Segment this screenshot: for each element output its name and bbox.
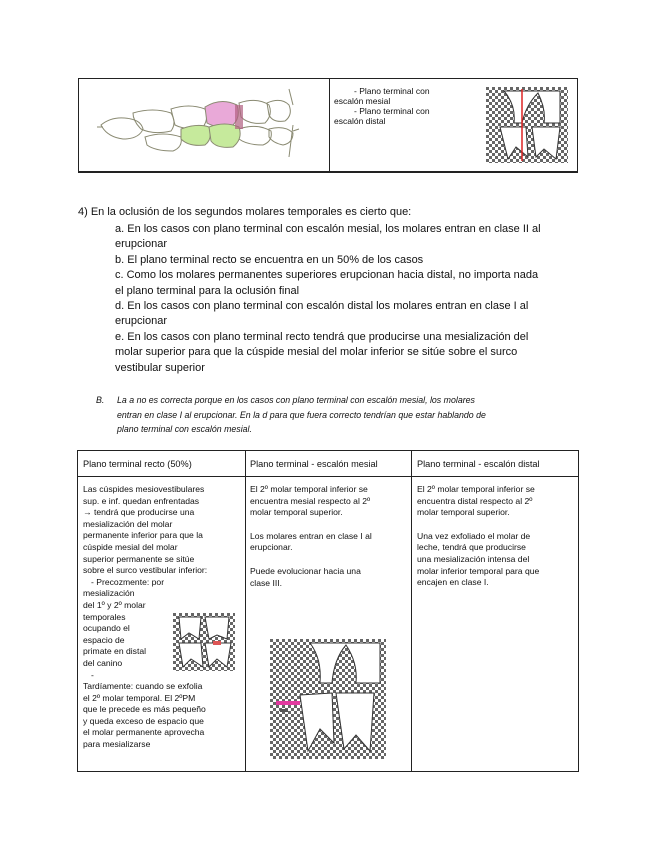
cell-line: Una vez exfoliado el molar de <box>417 530 531 541</box>
column-divider <box>329 79 330 171</box>
question-options <box>115 222 575 376</box>
cell-line: del 1º y 2º molar <box>83 599 146 610</box>
dental-arch-drawing <box>93 85 303 165</box>
answer-label: B. <box>96 395 105 405</box>
option-line: vestibular superior <box>115 361 205 374</box>
cell-line: Puede evolucionar hacia una <box>250 565 361 576</box>
cell-line: Tardíamente: cuando se exfolia <box>83 681 203 692</box>
mesial-step-xray-image <box>270 639 386 759</box>
cell-line: mesialización <box>83 588 135 599</box>
option-line: erupcionar <box>115 238 167 251</box>
cell-distal <box>417 484 577 589</box>
cell-line: Las cúspides mesiovestibulares <box>83 484 205 494</box>
header-distal: Plano terminal - escalón distal <box>417 459 540 469</box>
question-text: 4) En la oclusión de los segundos molares temporales es cierto que: <box>78 206 412 218</box>
answer-line: entran en clase I al erupcionar. En la d para que fuera correcto tendrían que estar hablando de <box>117 409 486 420</box>
term-line: - Plano terminal con <box>354 86 430 96</box>
cell-line: permanente inferior para que la <box>83 530 203 541</box>
term-line: escalón mesial <box>334 96 391 106</box>
cell-line: y queda exceso de espacio que <box>83 715 204 726</box>
option-b <box>115 253 575 268</box>
term-line: escalón distal <box>334 116 386 126</box>
cell-line: - Precozmente: por <box>91 576 165 587</box>
cell-line: Los molares entran en clase I al <box>250 530 372 541</box>
option-line: e. En los casos con plano terminal recto tendrá que producirse una mesialización del <box>115 330 529 343</box>
cell-line: espacio de <box>83 634 125 645</box>
answer-line: plano terminal con escalón mesial. <box>117 424 252 434</box>
cell-line: molar temporal superior. <box>417 507 510 518</box>
cell-line: del canino <box>83 657 123 668</box>
cell-mesial <box>250 484 410 589</box>
option-a <box>115 222 575 253</box>
term-line: - Plano terminal con <box>354 106 430 116</box>
cell-line: sup. e inf. quedan enfrentadas <box>83 495 200 506</box>
cell-line: encuentra distal respecto al 2º <box>417 495 533 506</box>
header-recto: Plano terminal recto (50%) <box>83 459 192 469</box>
top-illustration-table <box>78 78 578 173</box>
column-divider <box>411 451 412 771</box>
option-line: erupcionar <box>115 315 167 328</box>
cell-line: El 2º molar temporal inferior se <box>417 484 535 494</box>
option-c <box>115 268 575 299</box>
cell-line: una mesialización intensa del <box>417 553 530 564</box>
cell-line: el molar permanente aprovecha <box>83 727 205 738</box>
cell-line: cúspide mesial del molar <box>83 541 178 552</box>
terminal-plane-table <box>77 450 579 772</box>
cell-line: encajen en clase I. <box>417 577 489 588</box>
cell-line: temporales <box>83 611 126 622</box>
cell-line: que le precede es más pequeño <box>83 704 206 715</box>
answer-line: La a no es correcta porque en los casos con plano terminal con escalón mesial, los molares <box>117 395 475 405</box>
option-line: a. En los casos con plano terminal con escalón mesial, los molares entran en clase II al <box>115 223 541 235</box>
cell-line: sobre el surco vestibular inferior: <box>83 565 208 576</box>
cell-line: encuentra mesial respecto al 2º <box>250 495 371 506</box>
dental-xray-image <box>486 87 568 163</box>
option-d <box>115 299 575 330</box>
column-divider <box>245 451 246 771</box>
option-line: el plano terminal para la oclusión final <box>115 284 300 297</box>
option-line: molar superior para que la cúspide mesial del molar inferior se sitúe sobre el surco <box>115 346 518 359</box>
cell-line: El 2º molar temporal inferior se <box>250 484 368 494</box>
option-line: d. En los casos con plano terminal con escalón distal los molares entran en clase I al <box>115 300 529 313</box>
cell-line: clase III. <box>250 577 282 588</box>
cell-line: erupcionar. <box>250 542 293 553</box>
answer-explanation <box>96 393 576 437</box>
option-line: b. El plano terminal recto se encuentra en un 50% de los casos <box>115 253 424 266</box>
option-line: c. Como los molares permanentes superiores erupcionan hacia distal, no importa nada <box>115 269 539 282</box>
mesialization-xray-image <box>173 613 235 671</box>
cell-line: molar temporal superior. <box>250 507 343 518</box>
option-e <box>115 330 575 376</box>
cell-line: el 2º molar temporal. El 2ºPM <box>83 692 196 703</box>
cell-line: - <box>91 669 94 680</box>
cell-line: → tendrá que producirse una <box>83 507 195 518</box>
header-mesial: Plano terminal - escalón mesial <box>250 459 378 469</box>
cell-line: superior permanente se sitúe <box>83 553 195 564</box>
cell-line: leche, tendrá que producirse <box>417 542 526 553</box>
header-divider <box>78 476 578 477</box>
cell-line: ocupando el <box>83 623 130 634</box>
cell-line: primate en distal <box>83 646 147 657</box>
terminal-plane-labels <box>334 86 454 126</box>
cell-line: mesialización del molar <box>83 518 173 529</box>
cell-line: para mesializarse <box>83 739 151 750</box>
cell-line: molar inferior temporal para que <box>417 565 540 576</box>
